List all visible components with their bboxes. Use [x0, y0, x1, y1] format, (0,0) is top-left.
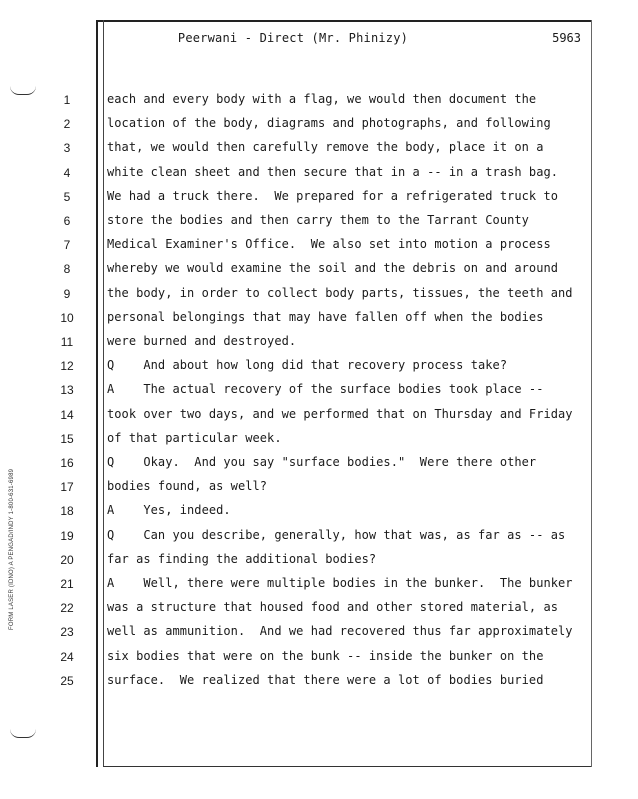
line-text: Q Okay. And you say "surface bodies." Were there other	[107, 455, 537, 469]
line-text: was a structure that housed food and other stored material, as	[107, 600, 559, 614]
line-number: 3	[63, 141, 71, 155]
line-number: 10	[60, 311, 74, 325]
line-number: 22	[60, 601, 74, 615]
line-number: 4	[63, 166, 71, 180]
page-border-left-inner	[103, 20, 104, 767]
line-number: 8	[63, 262, 71, 276]
line-number: 21	[60, 577, 74, 591]
line-text: Medical Examiner's Office. We also set into motion a process	[107, 237, 551, 251]
line-text: whereby we would examine the soil and the debris on and around	[107, 261, 559, 275]
line-number: 2	[63, 117, 71, 131]
line-text: that, we would then carefully remove the body, place it on a	[107, 140, 544, 154]
header-title: Peerwani - Direct (Mr. Phinizy)	[177, 31, 409, 45]
line-text: the body, in order to collect body parts, tissues, the teeth and	[107, 286, 573, 300]
line-number: 13	[60, 383, 74, 397]
line-number: 5	[63, 190, 71, 204]
line-text: store the bodies and then carry them to the Tarrant County	[107, 213, 529, 227]
line-text: A Well, there were multiple bodies in the bunker. The bunker	[107, 576, 573, 590]
line-number: 24	[60, 650, 74, 664]
page-header	[103, 31, 591, 49]
line-text: each and every body with a flag, we would then document the	[107, 92, 537, 106]
line-number: 25	[60, 674, 74, 688]
punch-hole-mark-top	[10, 86, 36, 95]
line-number: 20	[60, 553, 74, 567]
line-text: well as ammunition. And we had recovered thus far approximately	[107, 624, 573, 638]
line-text: Q Can you describe, generally, how that was, as far as -- as	[107, 528, 566, 542]
line-text: personal belongings that may have fallen off when the bodies	[107, 310, 544, 324]
line-text: white clean sheet and then secure that in a -- in a trash bag.	[107, 165, 559, 179]
line-text: Q And about how long did that recovery process take?	[107, 358, 508, 372]
line-text: A Yes, indeed.	[107, 503, 231, 517]
line-number: 23	[60, 625, 74, 639]
line-number: 12	[60, 359, 74, 373]
line-text: We had a truck there. We prepared for a refrigerated truck to	[107, 189, 559, 203]
line-text: six bodies that were on the bunk -- inside the bunker on the	[107, 649, 544, 663]
page-border-bottom	[103, 766, 591, 767]
line-number: 14	[60, 408, 74, 422]
line-number: 6	[63, 214, 71, 228]
line-text: bodies found, as well?	[107, 479, 268, 493]
line-number: 7	[63, 238, 71, 252]
line-number: 19	[60, 529, 74, 543]
line-number: 11	[60, 335, 74, 349]
line-text: surface. We realized that there were a lot of bodies buried	[107, 673, 544, 687]
page-border-right	[591, 20, 592, 767]
margin-form-note: FORM LASER (IDNO) A PENGAD/INDY 1-800-631-6989	[9, 468, 15, 630]
line-number: 9	[63, 287, 71, 301]
page-border-left	[96, 20, 98, 767]
line-text: location of the body, diagrams and photographs, and following	[107, 116, 551, 130]
line-number: 18	[60, 504, 74, 518]
line-text: of that particular week.	[107, 431, 282, 445]
line-text: were burned and destroyed.	[107, 334, 297, 348]
page-number: 5963	[552, 31, 581, 45]
line-number: 1	[63, 93, 71, 107]
page-border-top	[97, 20, 592, 22]
line-number: 15	[60, 432, 74, 446]
line-text: far as finding the additional bodies?	[107, 552, 377, 566]
punch-hole-mark-bottom	[10, 729, 36, 738]
line-number: 16	[60, 456, 74, 470]
line-text: A The actual recovery of the surface bodies took place --	[107, 382, 544, 396]
line-number: 17	[60, 480, 74, 494]
line-text: took over two days, and we performed that on Thursday and Friday	[107, 407, 573, 421]
